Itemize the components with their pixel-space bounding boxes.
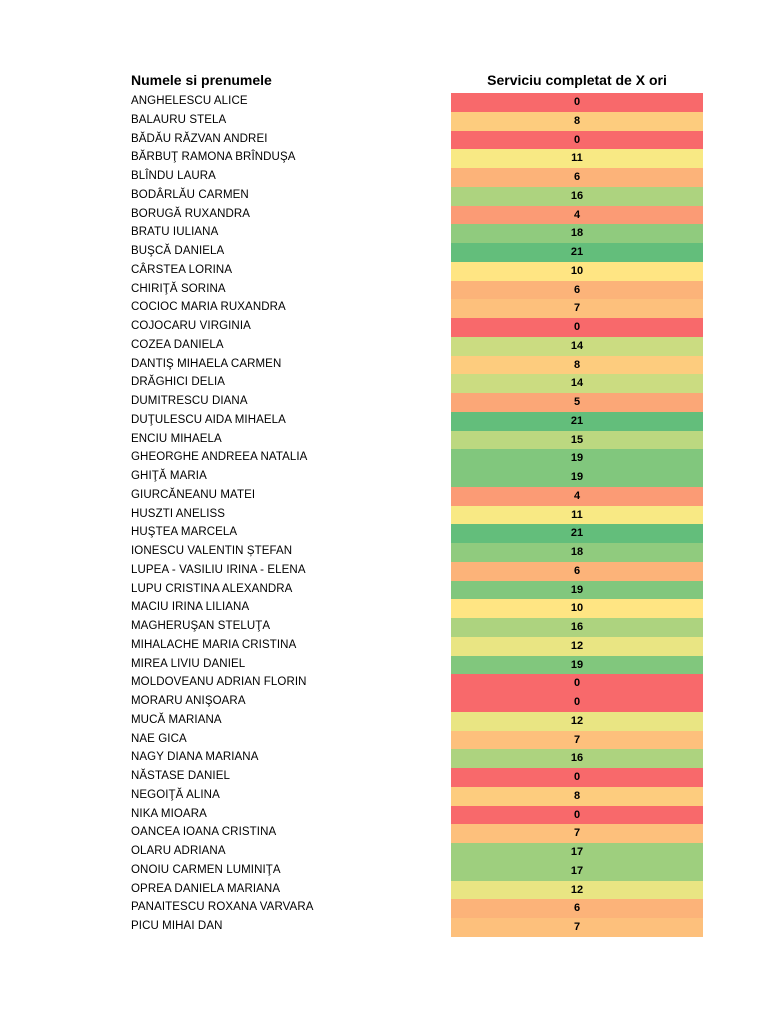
table-row [0, 656, 768, 675]
completion-count-cell: 11 [451, 506, 703, 525]
person-name: OPREA DANIELA MARIANA [131, 882, 281, 895]
person-name: ANGHELESCU ALICE [131, 95, 248, 107]
person-name: BUŞCĂ DANIELA [131, 245, 225, 257]
completion-count-cell: 6 [451, 562, 703, 581]
person-name: HUSZTI ANELISS [131, 507, 226, 520]
completion-count-cell: 0 [451, 693, 703, 712]
table-row [0, 562, 768, 581]
person-name: OLARU ADRIANA [131, 845, 226, 857]
completion-count-cell: 18 [451, 543, 703, 562]
completion-count-cell: 12 [451, 881, 703, 900]
table-row [0, 131, 768, 150]
person-name: IONESCU VALENTIN ȘTEFAN [131, 545, 293, 557]
person-name: MIREA LIVIU DANIEL [131, 657, 246, 670]
person-name: BĂRBUŢ RAMONA BRÎNDUŞA [131, 151, 296, 164]
table-row [0, 881, 768, 900]
person-name: DANTIŞ MIHAELA CARMEN [131, 357, 282, 370]
person-name: BODÂRLĂU CARMEN [131, 188, 249, 201]
table-row [0, 468, 768, 487]
completion-count-cell: 7 [451, 918, 703, 937]
table-row [0, 224, 768, 243]
column-header-name: Numele si prenumele [131, 72, 272, 88]
person-name: NIKA MIOARA [131, 807, 207, 820]
table-row [0, 693, 768, 712]
completion-count-cell: 16 [451, 749, 703, 768]
table-row [0, 187, 768, 206]
completion-count-cell: 7 [451, 731, 703, 750]
person-name: MACIU IRINA LILIANA [131, 601, 250, 614]
completion-count-cell: 14 [451, 374, 703, 393]
completion-count-cell: 6 [451, 281, 703, 300]
completion-count-cell: 10 [451, 262, 703, 281]
table-row [0, 899, 768, 918]
completion-count-cell: 16 [451, 187, 703, 206]
person-name: BRATU IULIANA [131, 226, 219, 239]
table-row [0, 862, 768, 881]
table-row [0, 712, 768, 731]
completion-count-cell: 0 [451, 318, 703, 337]
table-row [0, 93, 768, 112]
completion-count-cell: 7 [451, 824, 703, 843]
table-row [0, 599, 768, 618]
completion-count-cell: 6 [451, 899, 703, 918]
person-name: CÂRSTEA LORINA [131, 263, 233, 276]
completion-count-cell: 21 [451, 524, 703, 543]
completion-count-cell: 6 [451, 168, 703, 187]
table-row [0, 731, 768, 750]
completion-count-cell: 18 [451, 224, 703, 243]
person-name: COZEA DANIELA [131, 338, 224, 351]
person-name: COCIOC MARIA RUXANDRA [131, 301, 286, 314]
table-row [0, 262, 768, 281]
table-row [0, 299, 768, 318]
table-row [0, 487, 768, 506]
table-row [0, 824, 768, 843]
completion-count-cell: 10 [451, 599, 703, 618]
person-name: ENCIU MIHAELA [131, 432, 222, 445]
person-name: MUCĂ MARIANA [131, 713, 222, 726]
person-name: MAGHERUŞAN STELUŢA [131, 620, 271, 632]
table-row [0, 787, 768, 806]
person-name: GHIŢĂ MARIA [131, 470, 207, 482]
person-name: MOLDOVEANU ADRIAN FLORIN [131, 676, 307, 689]
table-row [0, 412, 768, 431]
completion-count-cell: 5 [451, 393, 703, 412]
table-row [0, 112, 768, 131]
table-row [0, 768, 768, 787]
table-row [0, 374, 768, 393]
table-row [0, 843, 768, 862]
table-row [0, 749, 768, 768]
completion-count-cell: 19 [451, 581, 703, 600]
table-body [0, 93, 768, 937]
person-name: NĂSTASE DANIEL [131, 770, 230, 782]
table-row [0, 637, 768, 656]
completion-count-cell: 14 [451, 337, 703, 356]
table-row [0, 618, 768, 637]
person-name: NEGOIŢĂ ALINA [131, 788, 220, 801]
person-name: BALAURU STELA [131, 113, 227, 126]
table-row [0, 393, 768, 412]
person-name: MIHALACHE MARIA CRISTINA [131, 638, 297, 651]
person-name: NAGY DIANA MARIANA [131, 751, 259, 764]
person-name: BLÎNDU LAURA [131, 170, 216, 182]
completion-count-cell: 15 [451, 431, 703, 450]
table-row [0, 206, 768, 225]
person-name: COJOCARU VIRGINIA [131, 320, 251, 332]
person-name: BĂDĂU RĂZVAN ANDREI [131, 132, 268, 145]
person-name: DUŢULESCU AIDA MIHAELA [131, 413, 286, 426]
completion-count-cell: 4 [451, 206, 703, 225]
completion-count-cell: 8 [451, 356, 703, 375]
completion-count-cell: 8 [451, 112, 703, 131]
table-row [0, 281, 768, 300]
person-name: GHEORGHE ANDREEA NATALIA [131, 451, 308, 464]
table-row [0, 806, 768, 825]
completion-count-cell: 17 [451, 843, 703, 862]
table-row [0, 337, 768, 356]
person-name: GIURCĂNEANU MATEI [131, 488, 256, 501]
table-row [0, 168, 768, 187]
completion-count-cell: 16 [451, 618, 703, 637]
completion-count-cell: 12 [451, 637, 703, 656]
completion-count-cell: 19 [451, 468, 703, 487]
completion-count-cell: 0 [451, 93, 703, 112]
completion-count-cell: 0 [451, 674, 703, 693]
person-name: PANAITESCU ROXANA VARVARA [131, 901, 314, 914]
person-name: ONOIU CARMEN LUMINIŢA [131, 863, 281, 876]
completion-count-cell: 4 [451, 487, 703, 506]
table-row [0, 149, 768, 168]
column-header-count: Serviciu completat de X ori [487, 72, 667, 88]
table-row [0, 918, 768, 937]
table-row [0, 318, 768, 337]
completion-count-cell: 19 [451, 449, 703, 468]
completion-count-cell: 8 [451, 787, 703, 806]
completion-count-cell: 21 [451, 412, 703, 431]
table-row [0, 543, 768, 562]
completion-count-cell: 17 [451, 862, 703, 881]
completion-count-cell: 21 [451, 243, 703, 262]
person-name: LUPEA - VASILIU IRINA - ELENA [131, 563, 306, 576]
table-row [0, 506, 768, 525]
completion-count-cell: 19 [451, 656, 703, 675]
completion-count-cell: 0 [451, 768, 703, 787]
person-name: MORARU ANIŞOARA [131, 695, 246, 707]
table-row [0, 243, 768, 262]
person-name: HUŞTEA MARCELA [131, 526, 238, 539]
person-name: PICU MIHAI DAN [131, 920, 223, 932]
person-name: CHIRIŢĂ SORINA [131, 282, 226, 295]
completion-count-cell: 0 [451, 806, 703, 825]
table-row [0, 524, 768, 543]
table-row [0, 449, 768, 468]
table-row [0, 356, 768, 375]
table-row [0, 581, 768, 600]
completion-count-cell: 7 [451, 299, 703, 318]
person-name: DRĂGHICI DELIA [131, 376, 226, 389]
table-row [0, 431, 768, 450]
person-name: BORUGĂ RUXANDRA [131, 207, 251, 220]
person-name: OANCEA IOANA CRISTINA [131, 826, 277, 839]
completion-count-cell: 11 [451, 149, 703, 168]
person-name: DUMITRESCU DIANA [131, 395, 248, 407]
table-row [0, 674, 768, 693]
completion-count-cell: 0 [451, 131, 703, 150]
completion-count-cell: 12 [451, 712, 703, 731]
person-name: LUPU CRISTINA ALEXANDRA [131, 582, 293, 595]
person-name: NAE GICA [131, 732, 187, 745]
